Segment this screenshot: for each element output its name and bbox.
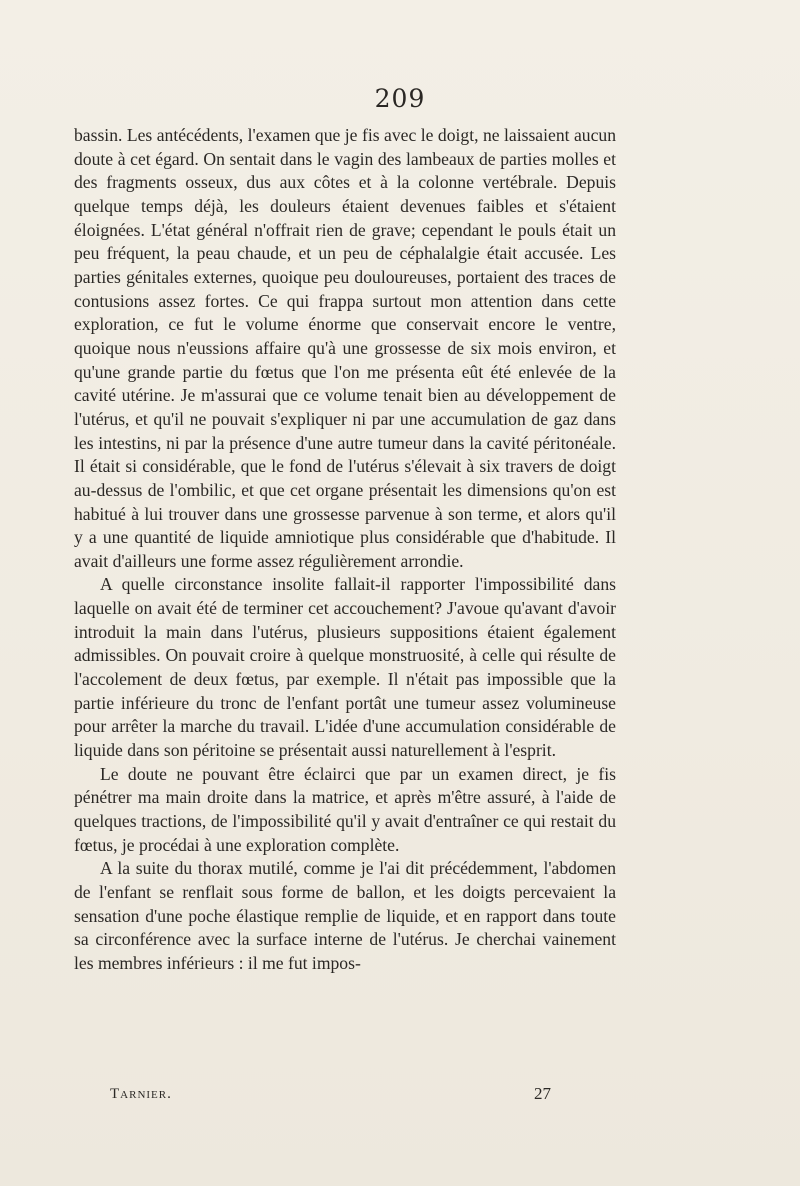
paragraph: Le doute ne pouvant être éclairci que par un examen direct, je fis pénétrer ma main droite dans la matrice, et après m'être assuré, à l'aide de quelques tractions, de l'impossibilité qu'il y avait d'entraîner ce qui restait du fœtus, je procédai à une exploration complète.	[74, 763, 616, 855]
paragraph: A quelle circonstance insolite fallait-il rapporter l'impossibilité dans laquelle on avait été de terminer cet accouchement? J'avoue qu'avant d'avoir introduit la main dans l'utérus, plusieurs suppositions étaient également admissibles. On pouvait croire à quelque monstruosité, à celle qui résulte de l'accolement de deux fœtus, par exemple. Il n'était pas impossible que la partie inférieure du tronc de l'enfant portât une tumeur assez volumineuse pour arrêter la marche du travail. L'idée d'une accumulation considérable de liquide dans son péritoine se présentait aussi naturellement à l'esprit.	[74, 574, 616, 761]
body-text	[74, 124, 616, 976]
paragraph: bassin. Les antécédents, l'examen que je fis avec le doigt, ne laissaient aucun doute à cet égard. On sentait dans le vagin des lambeaux de parties molles et des fragments osseux, dus aux côtes et à la colonne vertébrale. Depuis quelque temps déjà, les douleurs étaient devenues faibles et s'étaient éloignées. L'état général n'offrait rien de grave; cependant le pouls était un peu fréquent, la peau chaude, et un peu de céphalalgie était accusée. Les parties génitales externes, quoique peu douloureuses, portaient des traces de contusions assez fortes. Ce qui frappa surtout mon attention dans cette exploration, ce fut le volume énorme que conservait encore le ventre, quoique nous n'eussions affaire qu'à une grossesse de six mois environ, et qu'une grande partie du fœtus que l'on me présenta eût été enlevée de la cavité utérine. Je m'assurai que ce volume tenait bien au développement de l'utérus, et qu'il ne pouvait s'expliquer ni par une accumulation de gaz dans les intestins, ni par la présence d'une autre tumeur dans la cavité péritonéale. Il était si considérable, que le fond de l'utérus s'élevait à six travers de doigt au-dessus de l'ombilic, et que cet organe présentait les dimensions qu'on est habitué à lui trouver dans une grossesse parvenue à son terme, et alors qu'il y a une quantité de liquide amniotique plus considérable que d'habitude. Il avait d'ailleurs une forme assez régulièrement arrondie.	[74, 125, 616, 571]
footer-signature-mark: 27	[534, 1084, 551, 1103]
page-number: 209	[374, 84, 426, 113]
paragraph: A la suite du thorax mutilé, comme je l'ai dit précédemment, l'abdomen de l'enfant se renflait sous forme de ballon, et les doigts percevaient la sensation d'une poche élastique remplie de liquide, et en rapport dans toute sa circonférence avec la surface interne de l'utérus. Je cherchai vainement les membres inférieurs : il me fut impos-	[74, 858, 616, 973]
footer-author: Tarnier.	[110, 1086, 172, 1102]
